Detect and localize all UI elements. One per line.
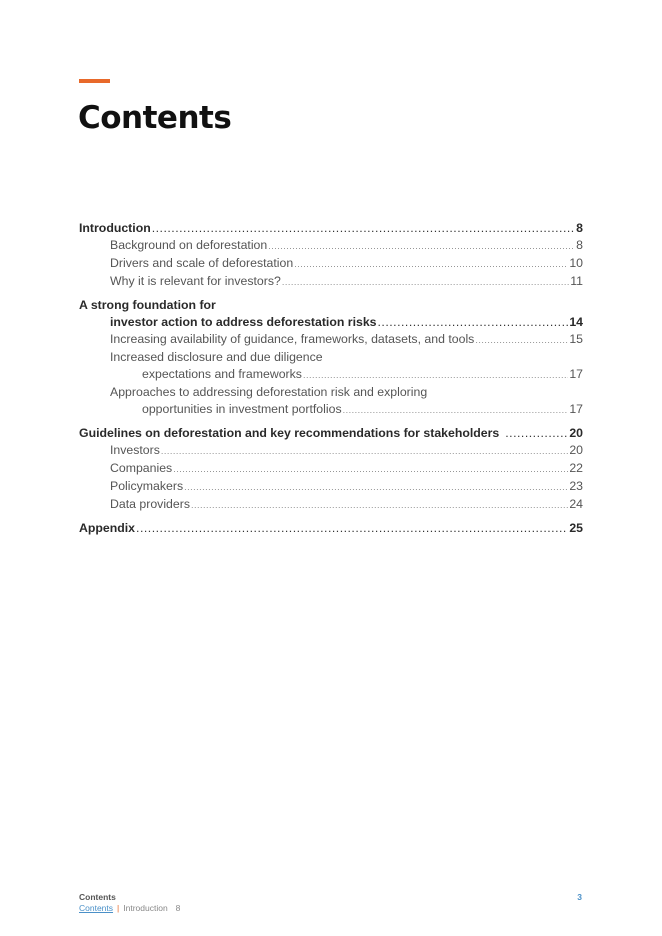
page-number: 3	[577, 892, 582, 902]
toc-leader	[343, 402, 569, 419]
toc-label-foundation-line1[interactable]: A strong foundation for	[79, 298, 216, 312]
toc-leader	[505, 425, 568, 442]
toc-leader	[303, 367, 568, 384]
toc-page-number: 14	[569, 315, 583, 329]
toc-page-number: 17	[569, 367, 583, 381]
toc-leader	[294, 256, 568, 273]
table-of-contents	[79, 220, 583, 537]
toc-label: Appendix	[79, 521, 136, 535]
accent-bar	[79, 79, 110, 83]
toc-label: Why it is relevant for investors?	[110, 274, 281, 288]
toc-page-number: 17	[569, 402, 583, 416]
footer-link-contents[interactable]: Contents	[79, 903, 114, 913]
toc-label: Introduction	[79, 221, 151, 235]
toc-label: Investors	[110, 443, 160, 457]
toc-entry-approaches[interactable]	[79, 401, 583, 419]
footer-breadcrumb	[79, 903, 180, 913]
toc-entry-disclosure[interactable]	[79, 366, 583, 384]
toc-leader	[378, 314, 569, 331]
toc-leader	[282, 274, 569, 291]
toc-label: Guidelines on deforestation and key recommendations for stakeholders	[79, 426, 500, 440]
toc-page-number: 20	[569, 443, 583, 457]
toc-entry-investors[interactable]	[79, 442, 583, 460]
toc-entry-appendix[interactable]	[79, 520, 583, 537]
toc-leader	[191, 497, 568, 514]
toc-page-number: 11	[570, 274, 583, 288]
toc-entry-introduction[interactable]	[79, 220, 583, 237]
toc-entry-guidance[interactable]	[79, 331, 583, 349]
toc-leader	[268, 238, 575, 255]
toc-page-number: 20	[569, 426, 583, 440]
toc-leader	[184, 479, 568, 496]
toc-page-number: 24	[569, 497, 583, 511]
toc-label: Background on deforestation	[110, 238, 268, 252]
toc-page-number: 15	[569, 332, 583, 346]
toc-leader	[161, 443, 568, 460]
toc-leader	[173, 461, 568, 478]
toc-entry-relevance[interactable]	[79, 273, 583, 291]
footer-section-title: Contents	[79, 892, 116, 902]
toc-page-number: 22	[569, 461, 583, 475]
toc-label: Companies	[110, 461, 173, 475]
toc-page-number: 25	[569, 521, 583, 535]
toc-entry-companies[interactable]	[79, 460, 583, 478]
toc-leader	[136, 520, 568, 537]
toc-label: expectations and frameworks	[142, 367, 302, 381]
toc-entry-policymakers[interactable]	[79, 478, 583, 496]
page-title: Contents	[78, 100, 232, 136]
toc-page-number: 8	[576, 221, 583, 235]
toc-page-number: 10	[569, 256, 583, 270]
toc-label: Policymakers	[110, 479, 184, 493]
toc-entry-guidelines[interactable]	[79, 425, 583, 442]
toc-label: Drivers and scale of deforestation	[110, 256, 294, 270]
toc-label-disclosure-line1[interactable]: Increased disclosure and due diligence	[110, 350, 323, 364]
toc-entry-background[interactable]	[79, 237, 583, 255]
footer-separator: |	[117, 903, 120, 913]
toc-label: investor action to address deforestation risks	[110, 315, 377, 329]
toc-label: Increasing availability of guidance, frameworks, datasets, and tools	[110, 332, 475, 346]
toc-label: opportunities in investment portfolios	[142, 402, 342, 416]
toc-page-number: 23	[569, 479, 583, 493]
toc-entry-drivers[interactable]	[79, 255, 583, 273]
footer-link-introduction[interactable]: Introduction	[123, 903, 168, 913]
toc-entry-foundation[interactable]	[79, 314, 583, 331]
toc-leader	[475, 332, 568, 349]
footer-link-page[interactable]: 8	[175, 903, 181, 913]
toc-label-approaches-line1[interactable]: Approaches to addressing deforestation risk and exploring	[110, 385, 428, 399]
toc-label: Data providers	[110, 497, 190, 511]
toc-leader	[152, 220, 575, 237]
toc-entry-data-providers[interactable]	[79, 496, 583, 514]
toc-page-number: 8	[576, 238, 583, 252]
